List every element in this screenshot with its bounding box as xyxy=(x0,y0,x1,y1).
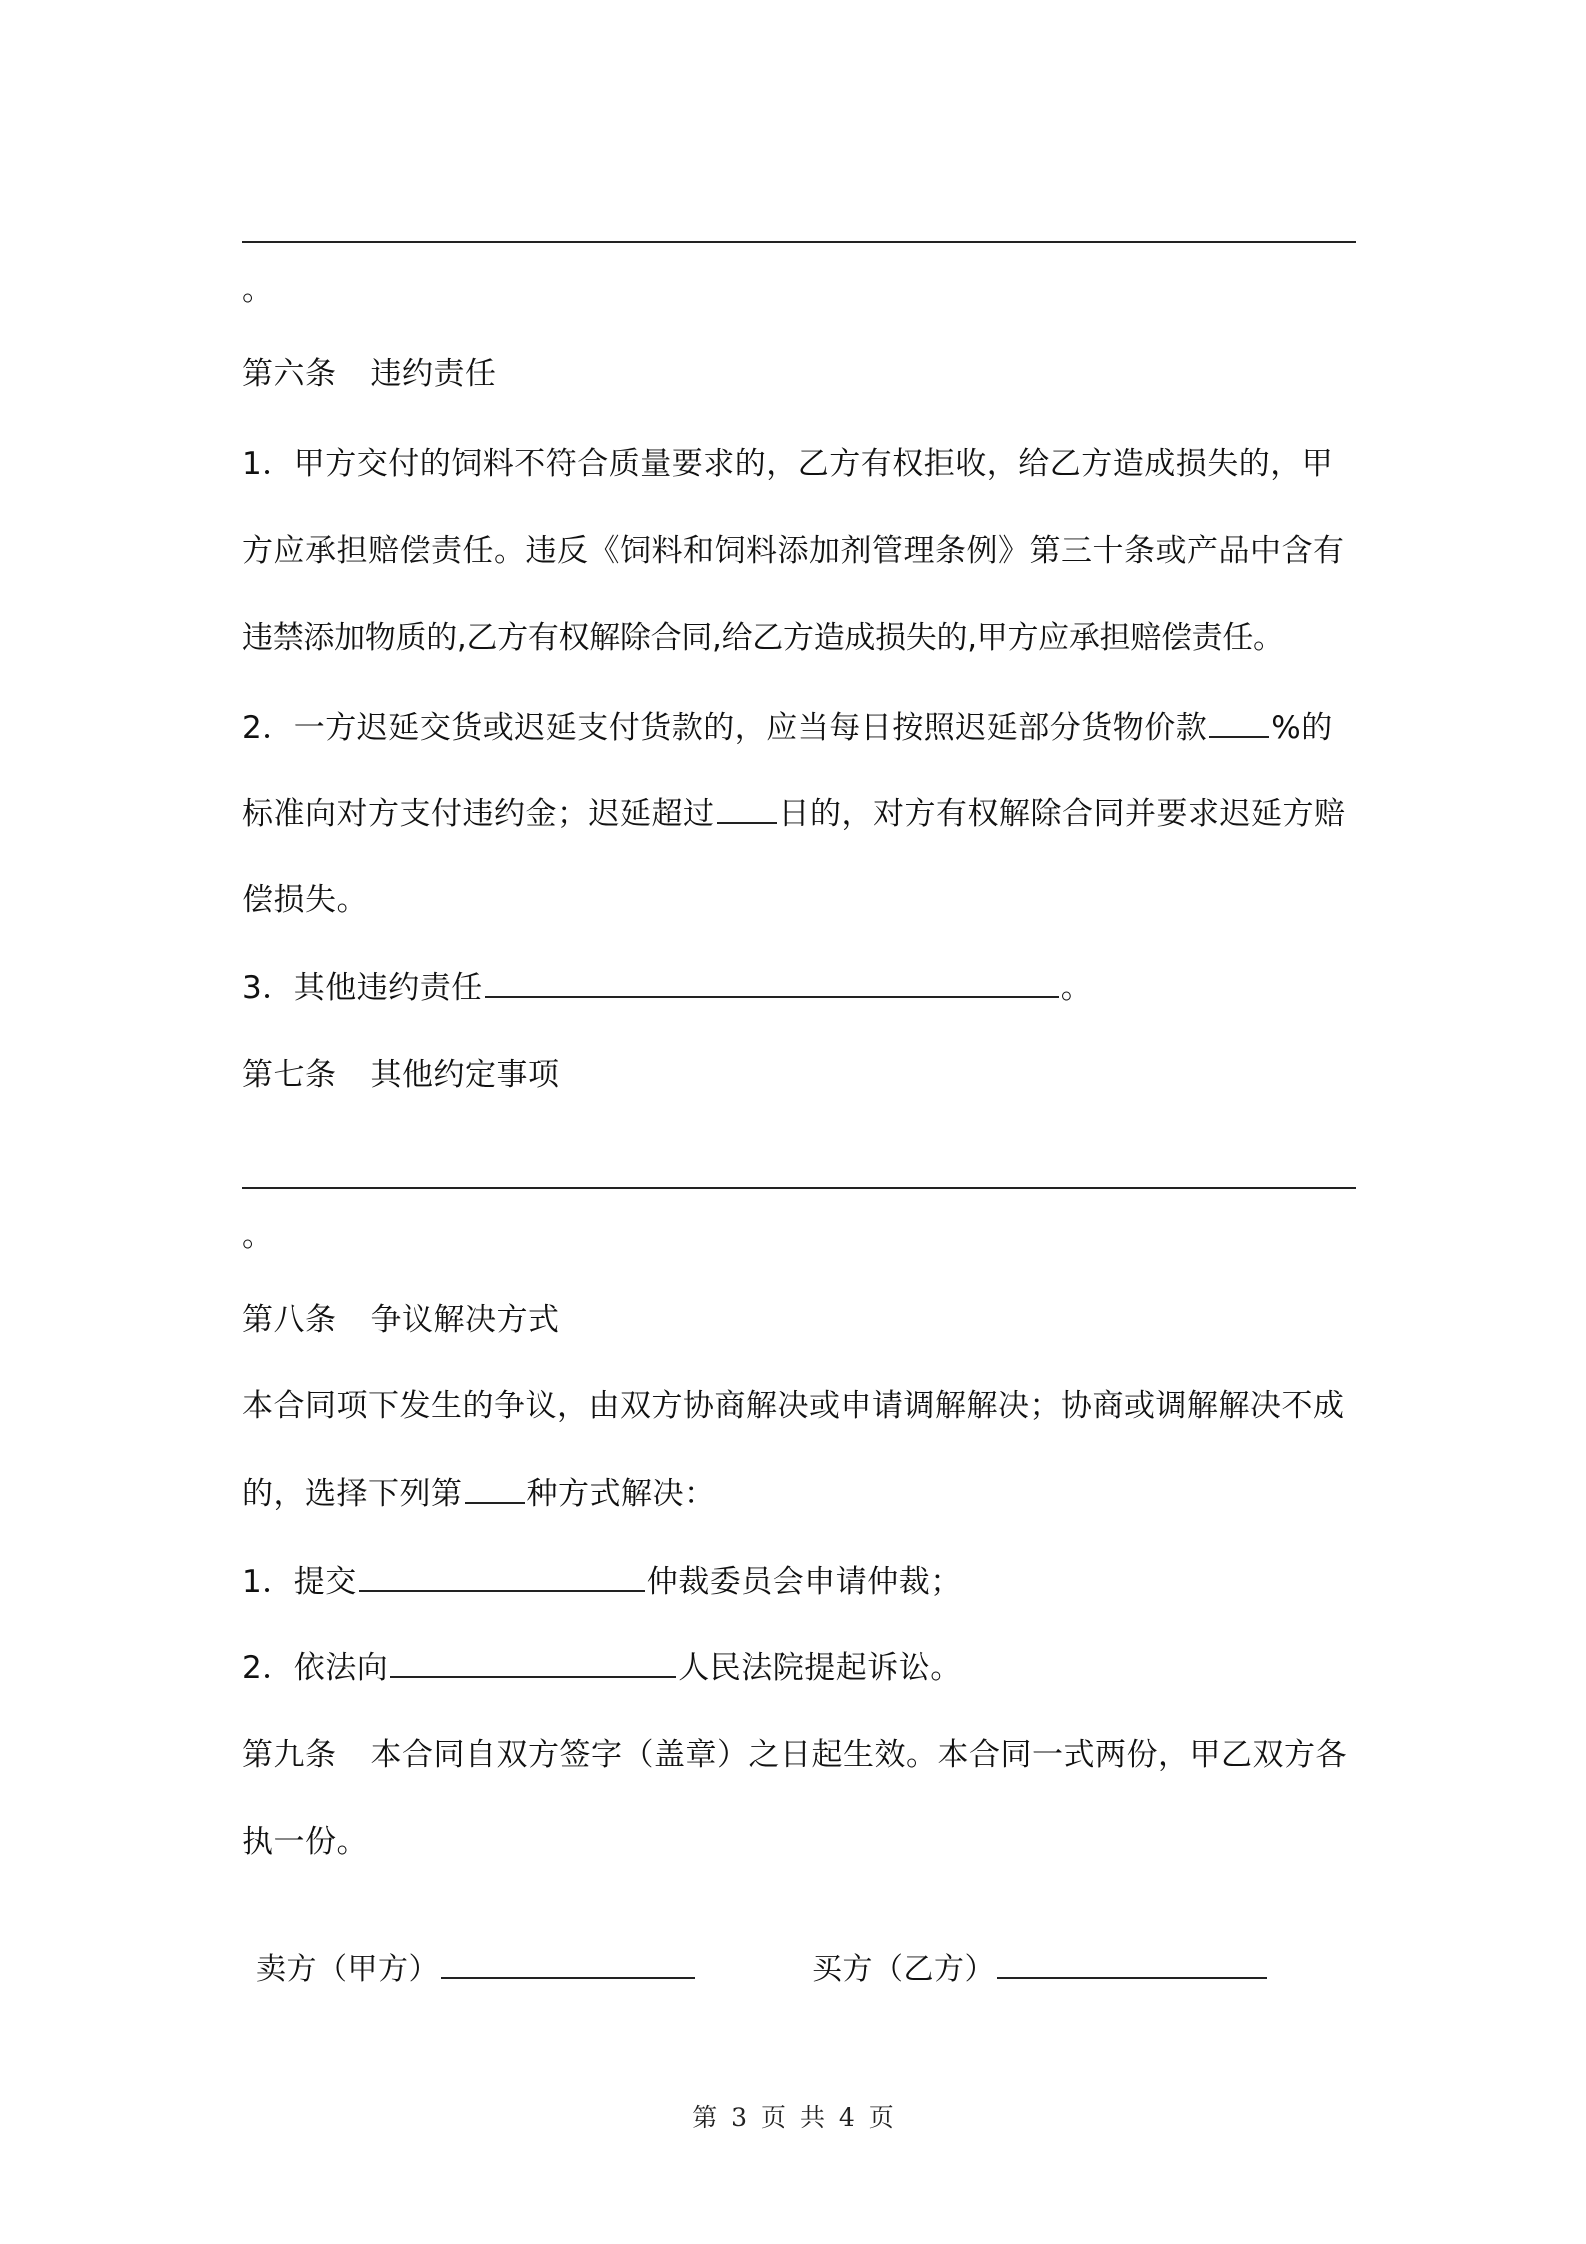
article-number: 第八条 xyxy=(242,1302,337,1338)
article-title: 争议解决方式 xyxy=(370,1302,560,1338)
fill-in-line xyxy=(242,1187,1356,1189)
article-title: 其他约定事项 xyxy=(370,1057,560,1093)
paragraph-line: 3．其他违约责任 。 xyxy=(242,966,1092,1010)
article-number: 第九条 xyxy=(242,1737,337,1773)
court-blank[interactable] xyxy=(390,1646,676,1678)
buyer-signature-blank[interactable] xyxy=(997,1947,1267,1979)
end-mark: 。 xyxy=(242,272,274,308)
paragraph-line: 偿损失。 xyxy=(242,882,368,918)
article-9: 第九条 本合同自双方签字（盖章）之日起生效。本合同一式两份，甲乙双方各 xyxy=(242,1737,1347,1773)
end-mark: 。 xyxy=(242,1218,274,1254)
article-number: 第七条 xyxy=(242,1057,337,1093)
fill-in-line xyxy=(242,241,1356,243)
seller-signature xyxy=(256,1947,697,1992)
paragraph-line: 执一份。 xyxy=(242,1824,368,1860)
penalty-percent-blank[interactable] xyxy=(1209,706,1269,738)
buyer-label: 买方（乙方） xyxy=(812,1952,995,1987)
paragraph-line: 方应承担赔偿责任。违反《饲料和饲料添加剂管理条例》第三十条或产品中含有 xyxy=(242,533,1345,569)
other-liability-blank[interactable] xyxy=(485,966,1059,998)
page-number: 第 3 页 共 4 页 xyxy=(692,2103,894,2132)
paragraph-line: 2．一方迟延交货或迟延支付货款的，应当每日按照迟延部分货物价款 %的 xyxy=(242,706,1333,750)
seller-signature-blank[interactable] xyxy=(441,1947,695,1979)
article-7-heading xyxy=(242,1053,560,1097)
paragraph-line: 违禁添加物质的,乙方有权解除合同,给乙方造成损失的,甲方应承担赔偿责任。 xyxy=(242,620,1284,656)
seller-label: 卖方（甲方） xyxy=(256,1952,439,1987)
article-title: 违约责任 xyxy=(370,356,497,392)
article-8-heading xyxy=(242,1298,560,1342)
option-arbitration: 1．提交 仲裁委员会申请仲裁； xyxy=(242,1560,962,1604)
method-choice-blank[interactable] xyxy=(465,1472,525,1504)
paragraph-line: 1．甲方交付的饲料不符合质量要求的，乙方有权拒收，给乙方造成损失的，甲 xyxy=(242,446,1334,482)
buyer-signature xyxy=(812,1947,1269,1992)
arbitration-committee-blank[interactable] xyxy=(359,1560,645,1592)
paragraph-line: 标准向对方支付违约金；迟延超过 日的，对方有权解除合同并要求迟延方赔 xyxy=(242,792,1346,836)
paragraph-line: 的，选择下列第 种方式解决： xyxy=(242,1472,716,1516)
article-6-heading xyxy=(242,352,497,396)
article-number: 第六条 xyxy=(242,356,337,392)
option-litigation: 2．依法向 人民法院提起诉讼。 xyxy=(242,1646,962,1690)
paragraph-line: 本合同项下发生的争议，由双方协商解决或申请调解解决；协商或调解解决不成 xyxy=(242,1388,1345,1424)
delay-days-blank[interactable] xyxy=(717,792,777,824)
